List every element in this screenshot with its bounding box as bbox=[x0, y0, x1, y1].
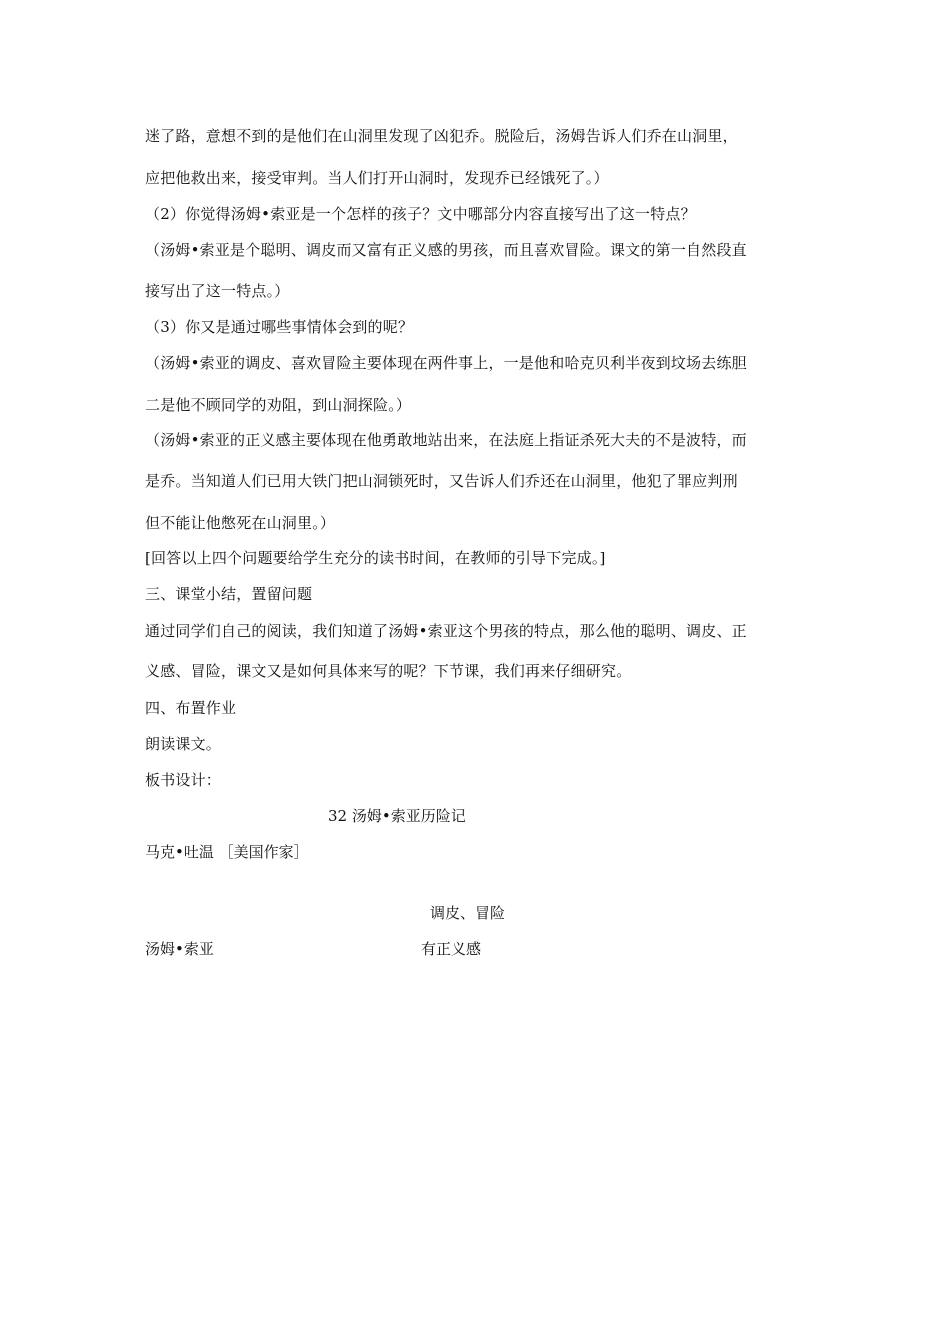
board-design-label: 板书设计： bbox=[145, 771, 222, 789]
section-heading-4: 四、布置作业 bbox=[145, 699, 237, 717]
summary-line: 通过同学们自己的阅读，我们知道了汤姆•索亚这个男孩的特点，那么他的聪明、调皮、正 bbox=[145, 622, 747, 640]
paragraph-line: 应把他救出来，接受审判。当人们打开山洞时，发现乔已经饿死了。） bbox=[145, 169, 609, 187]
paragraph-line: 迷了路，意想不到的是他们在山洞里发现了凶犯乔。脱险后，汤姆告诉人们乔在山洞里， bbox=[145, 127, 738, 145]
board-author: 马克•吐温 ［美国作家］ bbox=[145, 843, 309, 861]
answer-2-line: 接写出了这一特点。） bbox=[145, 282, 290, 300]
summary-line: 义感、冒险，课文又是如何具体来写的呢？下节课，我们再来仔细研究。 bbox=[145, 662, 632, 680]
homework-line: 朗读课文。 bbox=[145, 735, 222, 753]
answer-3b-line: 是乔。当知道人们已用大铁门把山洞锁死时，又告诉人们乔还在山洞里，他犯了罪应判刑 bbox=[145, 472, 738, 490]
answer-3b-line: （汤姆•索亚的正义感主要体现在他勇敢地站出来，在法庭上指证杀死大夫的不是波特，而 bbox=[145, 431, 747, 449]
board-trait-1: 调皮、冒险 bbox=[430, 904, 506, 922]
question-2: （2）你觉得汤姆•索亚是一个怎样的孩子？文中哪部分内容直接写出了这一特点？ bbox=[145, 205, 696, 223]
board-subject: 汤姆•索亚 bbox=[145, 940, 214, 958]
answer-3-line: 二是他不顾同学的劝阻，到山洞探险。） bbox=[145, 396, 412, 414]
board-title: 32 汤姆•索亚历险记 bbox=[328, 807, 466, 825]
answer-3b-line: 但不能让他憋死在山洞里。） bbox=[145, 514, 336, 532]
answer-3-line: （汤姆•索亚的调皮、喜欢冒险主要体现在两件事上，一是他和哈克贝利半夜到坟场去练胆 bbox=[145, 354, 747, 372]
section-heading-3: 三、课堂小结，置留问题 bbox=[145, 585, 313, 603]
answer-2-line: （汤姆•索亚是个聪明、调皮而又富有正义感的男孩，而且喜欢冒险。课文的第一自然段直 bbox=[145, 241, 747, 259]
question-3: （3）你又是通过哪些事情体会到的呢？ bbox=[145, 318, 414, 336]
teacher-note: [回答以上四个问题要给学生充分的读书时间，在教师的引导下完成。] bbox=[145, 549, 606, 567]
board-trait-2: 有正义感 bbox=[421, 940, 482, 958]
